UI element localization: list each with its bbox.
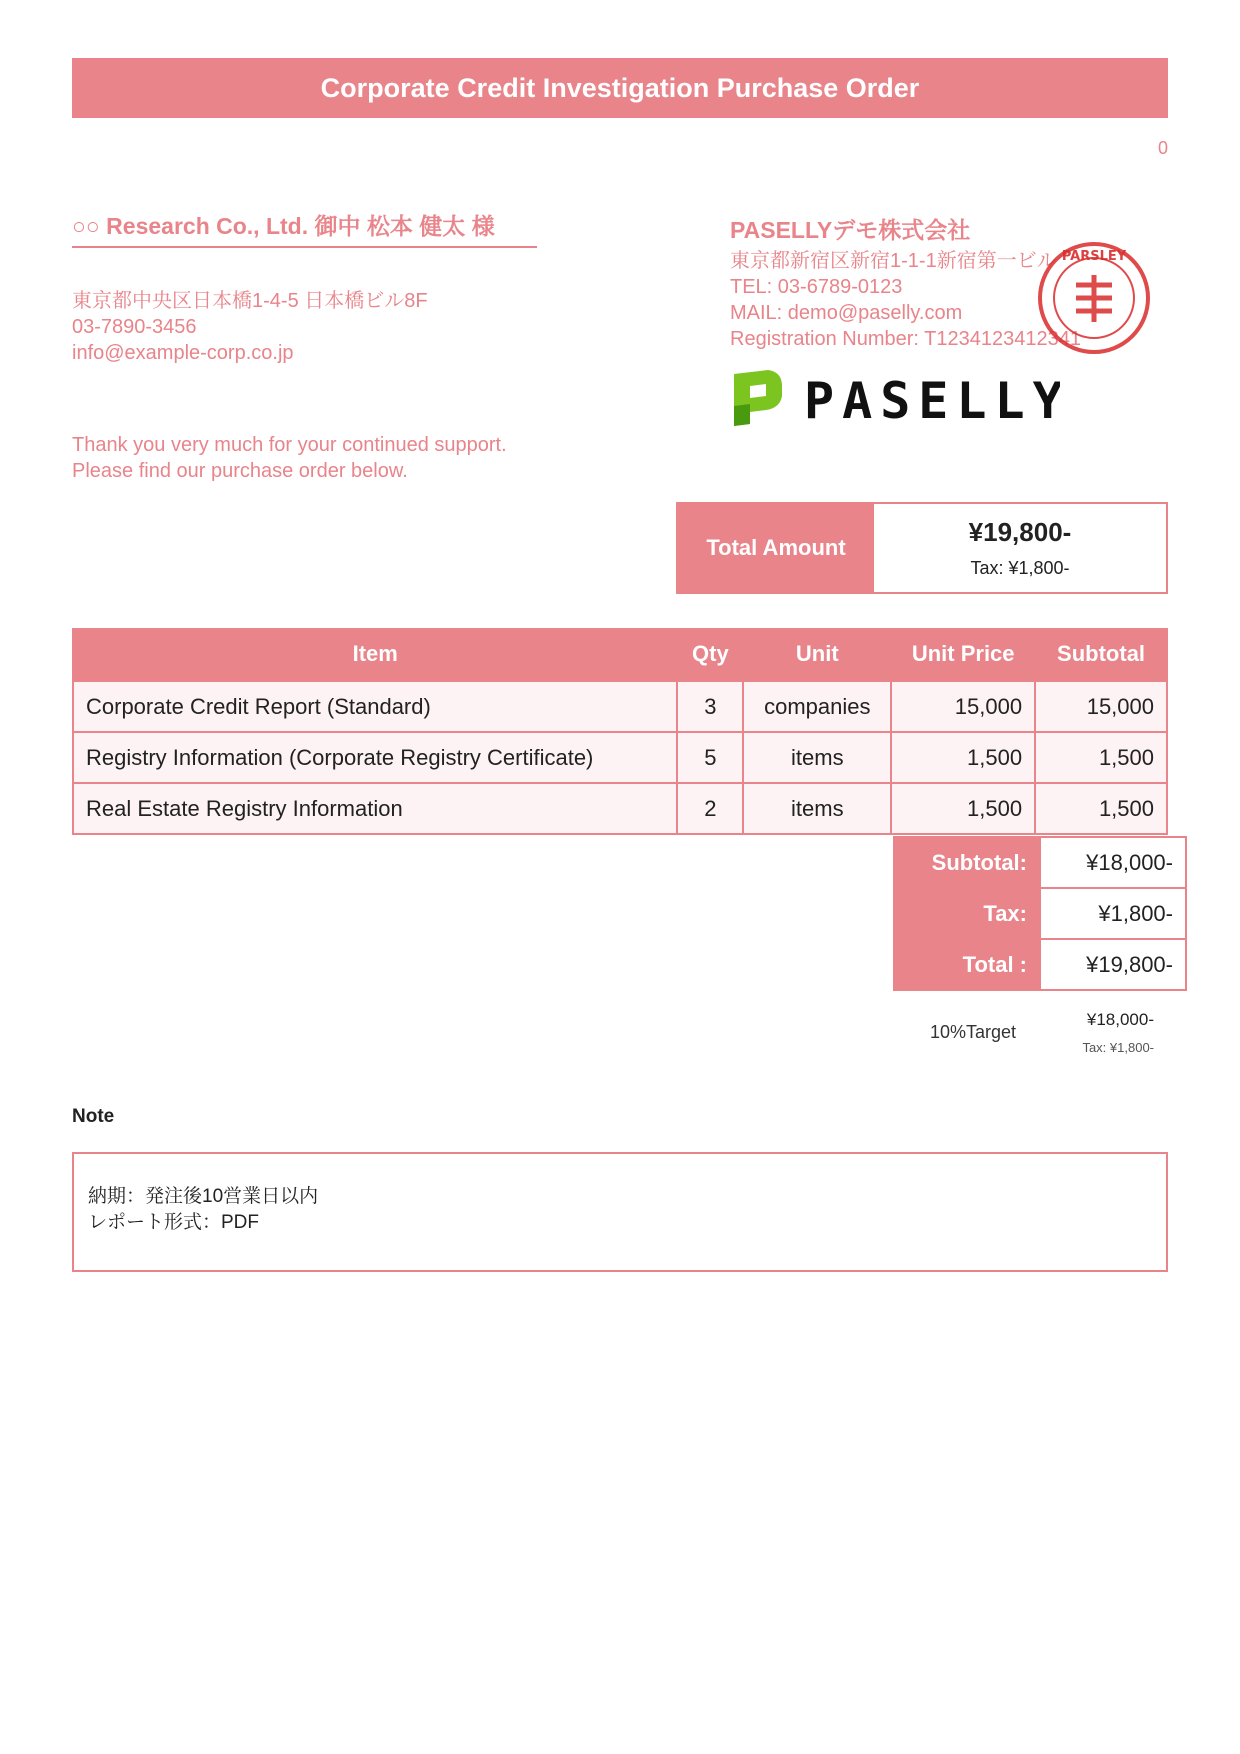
seal-text: PARSLEY xyxy=(1061,249,1127,264)
logo-wordmark: PASELLY xyxy=(804,372,1060,430)
items-table xyxy=(72,628,1168,835)
col-header-qty: Qty xyxy=(677,628,743,681)
summary-subtotal-label: Subtotal: xyxy=(894,837,1040,888)
cell-unit: items xyxy=(743,783,891,834)
cell-qty: 5 xyxy=(677,732,743,783)
document-title: Corporate Credit Investigation Purchase Order xyxy=(72,58,1168,118)
table-row xyxy=(73,783,1167,834)
summary-subtotal-value: ¥18,000- xyxy=(1040,837,1186,888)
greeting xyxy=(72,432,507,484)
page-number: 0 xyxy=(1157,138,1168,158)
summary-total-label: Total : xyxy=(894,939,1040,990)
cell-unit: companies xyxy=(743,681,891,732)
company-logo xyxy=(730,366,1060,430)
sender-address: 東京都新宿区新宿1-1-1新宿第一ビル xyxy=(730,250,1057,272)
summary-row-tax xyxy=(894,888,1186,939)
note-label: Note xyxy=(72,1106,115,1127)
sender-details xyxy=(730,248,1081,352)
recipient-phone: 03-7890-3456 xyxy=(72,316,197,338)
cell-qty: 2 xyxy=(677,783,743,834)
recipient-email: info@example-corp.co.jp xyxy=(72,342,294,364)
total-amount-box xyxy=(676,502,1168,594)
cell-qty: 3 xyxy=(677,681,743,732)
cell-unit-price: 1,500 xyxy=(891,732,1035,783)
cell-item: Real Estate Registry Information xyxy=(73,783,677,834)
greeting-line-1: Thank you very much for your continued support. xyxy=(72,434,507,456)
summary-table xyxy=(893,836,1187,991)
cell-subtotal: 1,500 xyxy=(1035,783,1167,834)
summary-tax-label: Tax: xyxy=(894,888,1040,939)
col-header-unit-price: Unit Price xyxy=(891,628,1035,681)
paselly-logo-icon xyxy=(730,366,1060,430)
total-amount-tax: Tax: ¥1,800- xyxy=(970,558,1070,578)
summary-row-total xyxy=(894,939,1186,990)
tax-breakdown-tax: Tax: ¥1,800- xyxy=(1082,1040,1154,1055)
cell-subtotal: 1,500 xyxy=(1035,732,1167,783)
total-amount-value: ¥19,800- xyxy=(968,517,1072,547)
note-line-2: レポート形式：PDF xyxy=(88,1212,260,1233)
cell-unit: items xyxy=(743,732,891,783)
table-header-row xyxy=(73,628,1167,681)
total-amount-label: Total Amount xyxy=(678,504,874,592)
note-line-1: 納期：発注後10営業日以内 xyxy=(88,1186,319,1207)
summary-total-value: ¥19,800- xyxy=(1040,939,1186,990)
col-header-unit: Unit xyxy=(743,628,891,681)
tax-breakdown-label: 10%Target xyxy=(930,1022,1017,1042)
recipient-name: ○○ Research Co., Ltd. 御中 松本 健太 様 xyxy=(72,212,537,248)
recipient-details xyxy=(72,288,428,366)
sender-mail: MAIL: demo@paselly.com xyxy=(730,302,963,324)
recipient-address: 東京都中央区日本橋1-4-5 日本橋ビル8F xyxy=(72,290,428,312)
greeting-line-2: Please find our purchase order below. xyxy=(72,460,408,482)
summary-tax-value: ¥1,800- xyxy=(1040,888,1186,939)
col-header-item: Item xyxy=(73,628,677,681)
tax-breakdown-amount: ¥18,000- xyxy=(1086,1010,1154,1029)
sender-name: PASELLYデモ株式会社 xyxy=(730,217,971,243)
note-box xyxy=(72,1152,1168,1272)
total-amount-values xyxy=(874,504,1166,592)
sender-tel: TEL: 03-6789-0123 xyxy=(730,276,903,298)
cell-unit-price: 1,500 xyxy=(891,783,1035,834)
cell-item: Registry Information (Corporate Registry Certificate) xyxy=(73,732,677,783)
cell-item: Corporate Credit Report (Standard) xyxy=(73,681,677,732)
cell-unit-price: 15,000 xyxy=(891,681,1035,732)
company-seal-icon xyxy=(1036,240,1152,356)
summary-row-subtotal xyxy=(894,837,1186,888)
cell-subtotal: 15,000 xyxy=(1035,681,1167,732)
table-row xyxy=(73,732,1167,783)
sender-registration: Registration Number: T1234123412341 xyxy=(730,328,1081,350)
table-row xyxy=(73,681,1167,732)
col-header-subtotal: Subtotal xyxy=(1035,628,1167,681)
